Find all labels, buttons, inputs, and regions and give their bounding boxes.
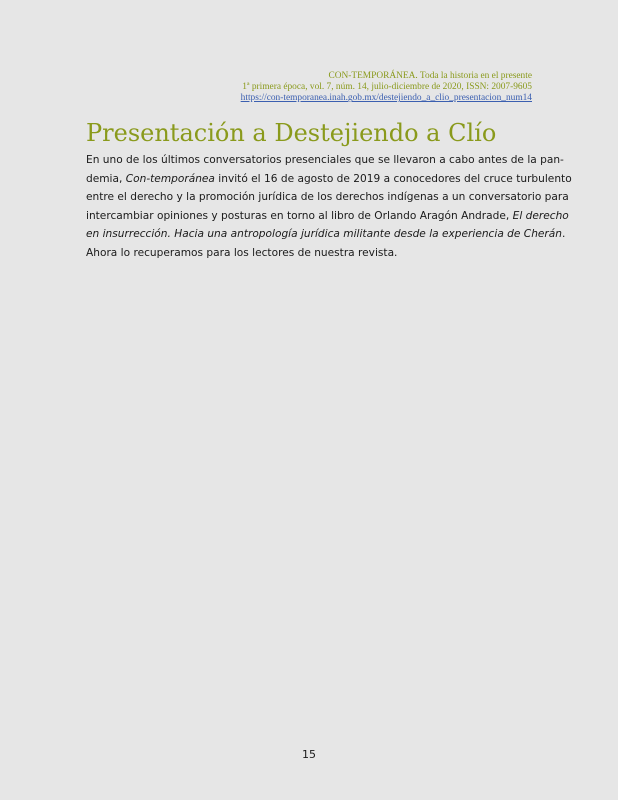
text-run: demia, (86, 172, 126, 185)
paragraph-line (86, 244, 534, 263)
italic-text-run: Con-temporánea (125, 172, 215, 185)
text-run: invitó el 16 de agosto de 2019 a conocedores del cruce turbulento (214, 172, 572, 185)
article-paragraph (86, 151, 572, 263)
journal-header (241, 71, 532, 105)
paragraph-line (86, 207, 569, 226)
italic-text-run: El derecho (512, 209, 569, 222)
paragraph-line (86, 188, 569, 207)
paragraph-line (86, 151, 564, 170)
italic-text-run: en insurrección. Hacia una antropología jurídica militante desde la experiencia de Cherán (86, 228, 562, 241)
paragraph-line (86, 170, 572, 189)
text-run: Ahora lo recuperamos para los lectores de nuestra revista. (86, 246, 398, 259)
text-run: entre el derecho y la promoción jurídica de los derechos indígenas a un conversatorio para (86, 191, 569, 204)
paragraph-line (86, 225, 566, 244)
article-url-link[interactable]: https://con-temporanea.inah.gob.mx/destejiendo_a_clio_presentacion_num14 (240, 93, 532, 104)
text-run: En uno de los últimos conversatorios presenciales que se llevaron a cabo antes de la pan- (86, 154, 564, 166)
journal-title-line: CON-TEMPORÁNEA. Toda la historia en el presente (328, 71, 532, 81)
page-number: 15 (302, 748, 316, 761)
text-run: intercambiar opiniones y posturas en torno al libro de Orlando Aragón Andrade, (86, 209, 513, 222)
text-run: . (561, 228, 566, 241)
article-title: Presentación a Destejiendo a Clío (86, 119, 497, 147)
issue-info-line: 1ª primera época, vol. 7, núm. 14, julio-diciembre de 2020, ISSN: 2007-9605 (242, 82, 532, 93)
